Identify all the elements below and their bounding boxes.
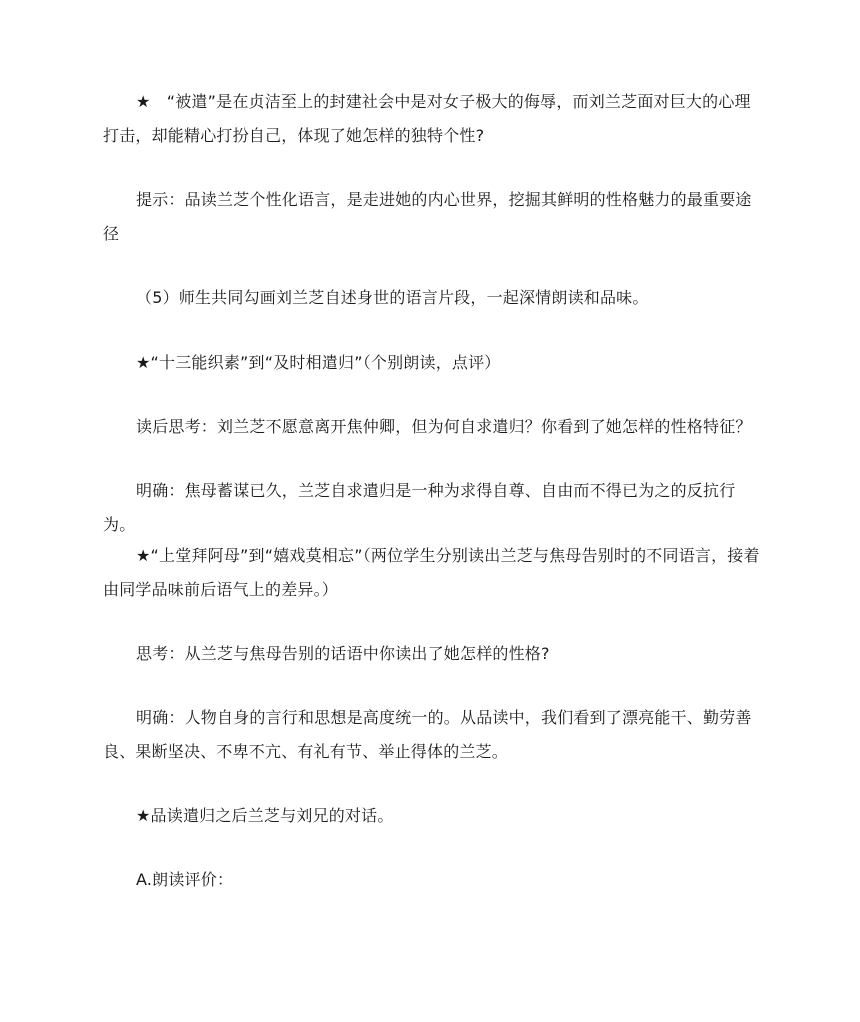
post-reading-question: 读后思考：刘兰芝不愿意离开焦仲卿，但为何自求遣归？你看到了她怎样的性格特征？ bbox=[136, 417, 752, 436]
answer-paragraph-2: 明确：人物自身的言行和思想是高度统一的。从品读中，我们看到了漂亮能干、勤劳善良、果断坚决、不卑不亢、有礼有节、举止得体的兰芝。 bbox=[103, 708, 752, 761]
reading-segment-3: ★品读遣归之后兰芝与刘兄的对话。 bbox=[136, 806, 394, 825]
hint-paragraph: 提示：品读兰芝个性化语言，是走进她的内心世界，挖掘其鲜明的性格魅力的最重要途径 bbox=[103, 190, 752, 243]
thinking-question: 思考：从兰芝与焦母告别的话语中你读出了她怎样的性格? bbox=[136, 644, 550, 663]
reading-evaluation-label: A.朗读评价： bbox=[136, 870, 234, 889]
question-paragraph-beiqian: ★ “被遣”是在贞洁至上的封建社会中是对女子极大的侮辱，而刘兰芝面对巨大的心理打击，却能精心打扮自己，体现了她怎样的独特个性? bbox=[103, 92, 751, 145]
answer-paragraph-1: 明确：焦母蓄谋已久，兰芝自求遣归是一种为求得自尊、自由而不得已为之的反抗行为。 bbox=[103, 481, 736, 534]
reading-segment-1: ★“十三能织素”到“及时相遣归”（个别朗读，点评） bbox=[136, 353, 501, 372]
step-5-paragraph: （5）师生共同勾画刘兰芝自述身世的语言片段，一起深情朗读和品味。 bbox=[136, 288, 649, 307]
reading-segment-2: ★“上堂拜阿母”到“嬉戏莫相忘”（两位学生分别读出兰芝与焦母告别时的不同语言，接着由同学品味前后语气上的差异。） bbox=[103, 546, 760, 599]
